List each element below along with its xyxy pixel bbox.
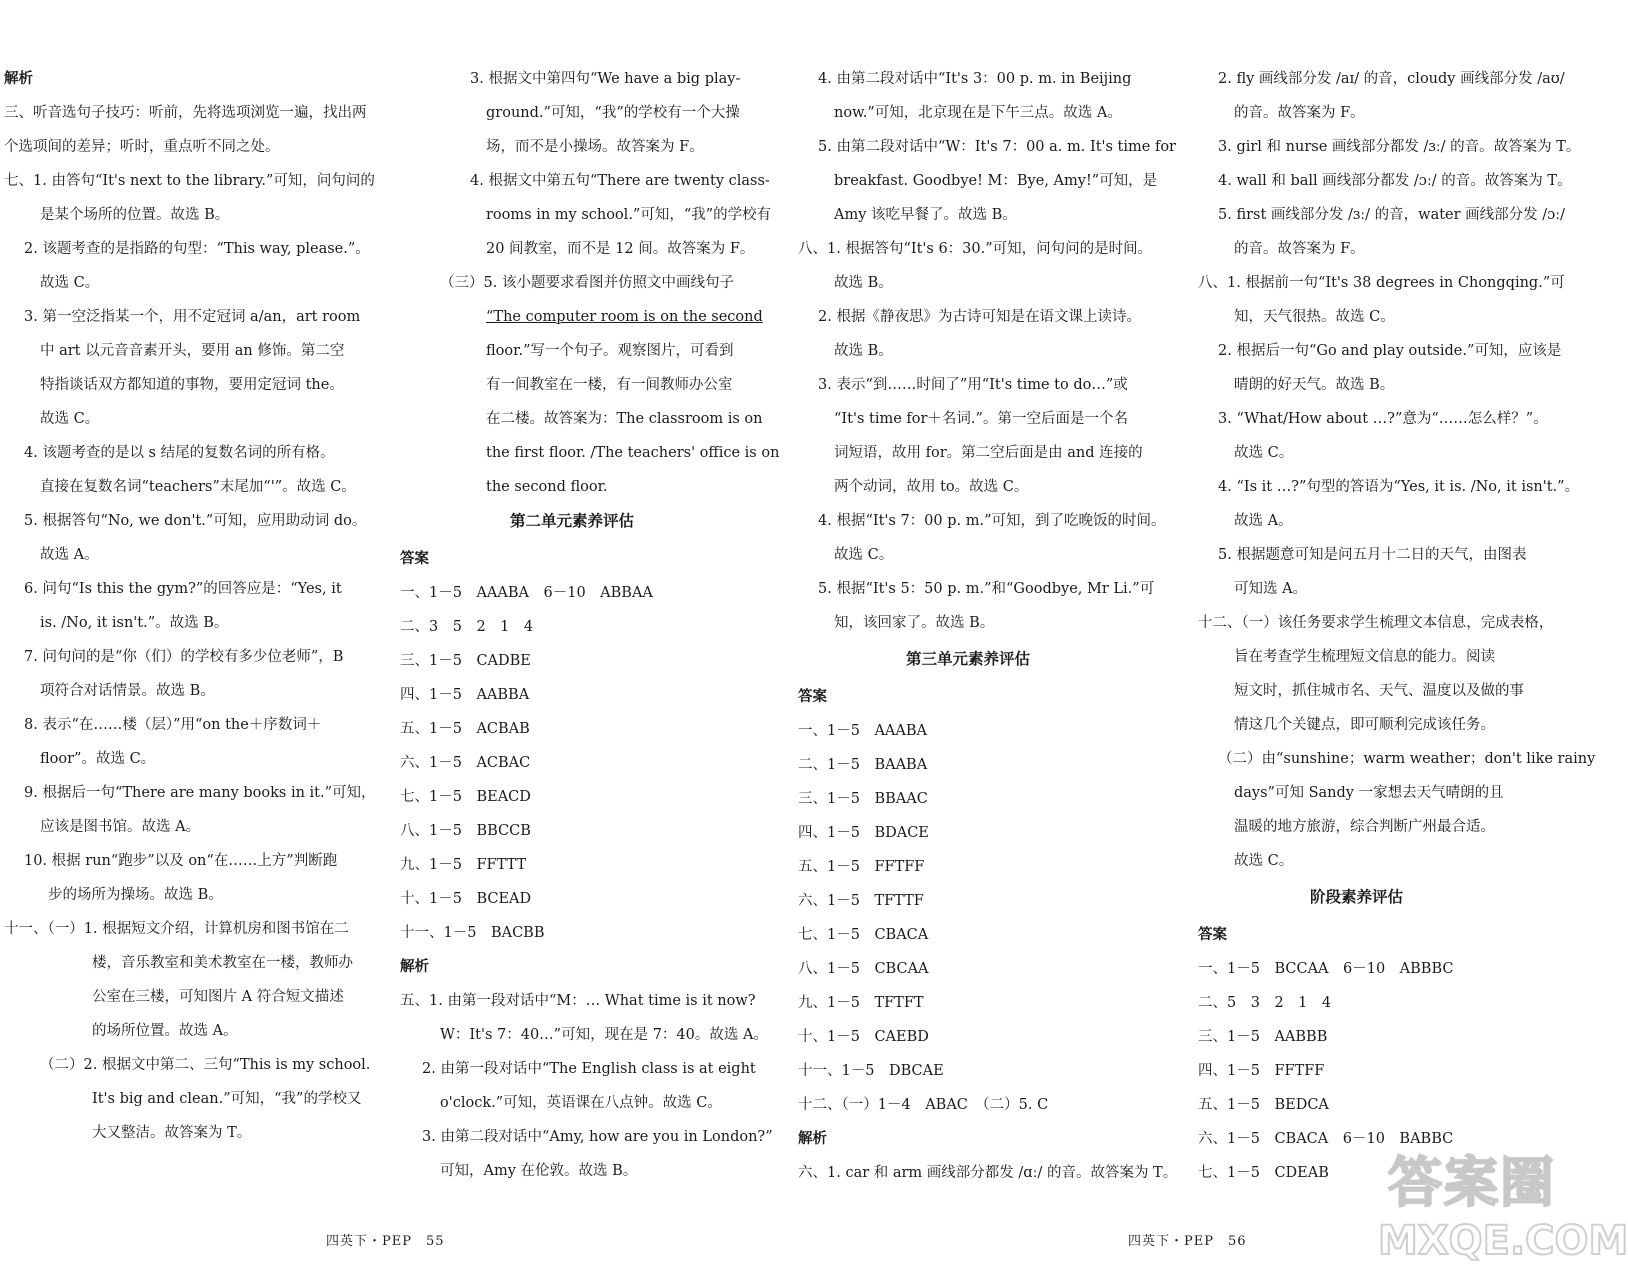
- watermark-text-cn: 答案圈: [1388, 1151, 1556, 1214]
- text-line: 特指谈话双方都知道的事物，要用定冠词 the。: [40, 377, 344, 393]
- text-line: 楼，音乐教室和美术教室在一楼，教师办: [92, 955, 353, 971]
- text-line: 一、1－5 AAABA 6－10 ABBAA: [400, 585, 653, 601]
- text-line: 四、1－5 AABBA: [400, 687, 530, 703]
- section-heading: 解析: [798, 1130, 827, 1147]
- text-line: 八、1－5 CBCAA: [798, 961, 929, 977]
- text-line: 五、1－5 FFTFF: [798, 859, 925, 875]
- text-line: 应该是图书馆。故选 A。: [40, 819, 201, 835]
- text-line: 的音。故答案为 F。: [1234, 241, 1365, 257]
- text-line: 十二、（一）1－4 ABAC （二）5. C: [798, 1097, 1049, 1113]
- text-line: 是某个场所的位置。故选 B。: [40, 207, 230, 223]
- text-line: 两个动词，故用 to。故选 C。: [834, 479, 1029, 495]
- watermark-text-en: MXQE.COM: [1378, 1218, 1628, 1264]
- text-line: 一、1－5 BCCAA 6－10 ABBBC: [1198, 961, 1454, 977]
- text-line: 4. “Is it …?”句型的答语为“Yes, it is. /No, it isn't.”。: [1218, 479, 1580, 495]
- text-line: 三、1－5 CADBE: [400, 653, 531, 669]
- text-line: 场，而不是小操场。故答案为 F。: [486, 139, 704, 155]
- text-line: 六、1－5 ACBAC: [400, 755, 531, 771]
- text-line: 十二、（一）该任务要求学生梳理文本信息，完成表格，: [1198, 615, 1554, 631]
- text-line: 故选 C。: [1234, 445, 1294, 461]
- text-line: 10. 根据 run“跑步”以及 on“在……上方”判断跑: [24, 853, 338, 869]
- text-line: 十一、1－5 BACBB: [400, 925, 545, 941]
- text-line: 2. 根据《静夜思》为古诗可知是在语文课上读诗。: [818, 309, 1141, 325]
- text-line: 可知选 A。: [1234, 581, 1308, 597]
- section-heading: 答案: [1198, 926, 1227, 943]
- text-line: 3. 第一空泛指某一个，用不定冠词 a/an，art room: [24, 309, 361, 325]
- section-title: 阶段素养评估: [1310, 887, 1404, 906]
- text-line: 20 间教室，而不是 12 间。故答案为 F。: [486, 241, 755, 257]
- text-line: （二）由“sunshine；warm weather；don't like rainy: [1218, 751, 1596, 767]
- text-line: It's big and clean.”可知，“我”的学校又: [92, 1091, 362, 1107]
- text-line: 六、1. car 和 arm 画线部分都发 /ɑː/ 的音。故答案为 T。: [798, 1165, 1178, 1181]
- text-line: 知，该回家了。故选 B。: [834, 615, 995, 631]
- text-line: the first floor. /The teachers' office is on: [486, 445, 780, 461]
- text-line: 五、1－5 BEDCA: [1198, 1097, 1329, 1113]
- text-line: 故选 A。: [40, 547, 99, 563]
- text-line: “The computer room is on the second: [486, 309, 763, 325]
- section-heading: 解析: [400, 958, 429, 975]
- text-line: 晴朗的好天气。故选 B。: [1234, 377, 1395, 393]
- text-line: 二、3 5 2 1 4: [400, 619, 534, 635]
- text-line: 项符合对话情景。故选 B。: [40, 683, 215, 699]
- section-heading: 答案: [400, 550, 429, 567]
- text-line: 4. 该题考查的是以 s 结尾的复数名词的所有格。: [24, 445, 335, 461]
- text-line: 九、1－5 TFTFT: [798, 995, 924, 1011]
- text-line: 旨在考查学生梳理短文信息的能力。阅读: [1234, 649, 1495, 665]
- text-line: 8. 表示“在……楼（层）”用“on the＋序数词＋: [24, 717, 322, 733]
- text-line: 5. 由第二段对话中“W：It's 7：00 a. m. It's time for: [818, 139, 1176, 155]
- text-line: 八、1. 根据前一句“It's 38 degrees in Chongqing.”可: [1198, 275, 1565, 291]
- text-line: 十一、（一）1. 根据短文介绍，计算机房和图书馆在二: [4, 921, 349, 937]
- text-line: 十、1－5 CAEBD: [798, 1029, 929, 1045]
- text-line: 故选 B。: [834, 275, 893, 291]
- text-line: 5. 根据题意可知是问五月十二日的天气，由图表: [1218, 547, 1527, 563]
- text-line: 知，天气很热。故选 C。: [1234, 309, 1395, 325]
- text-line: floor”。故选 C。: [40, 751, 156, 767]
- text-line: 的场所位置。故选 A。: [92, 1023, 238, 1039]
- text-line: 故选 B。: [834, 343, 893, 359]
- text-line: 二、5 3 2 1 4: [1198, 995, 1332, 1011]
- text-line: 3. 根据文中第四句“We have a big play-: [470, 71, 741, 87]
- text-line: 5. 根据答句“No, we don't.”可知，应用助动词 do。: [24, 513, 367, 529]
- text-line: 4. wall 和 ball 画线部分都发 /ɔː/ 的音。故答案为 T。: [1218, 173, 1572, 189]
- text-line: 可知，Amy 在伦敦。故选 B。: [440, 1163, 638, 1179]
- text-line: the second floor.: [486, 479, 608, 495]
- section-title: 第三单元素养评估: [906, 649, 1031, 668]
- section-title: 第二单元素养评估: [510, 511, 635, 530]
- text-line: （二）2. 根据文中第二、三句“This is my school.: [40, 1057, 371, 1073]
- text-line: 5. first 画线部分发 /ɜː/ 的音，water 画线部分发 /ɔː/: [1218, 207, 1566, 223]
- text-line: 4. 由第二段对话中“It's 3：00 p. m. in Beijing: [818, 71, 1132, 87]
- text-line: 七、1－5 CDEAB: [1198, 1165, 1329, 1181]
- text-line: 四、1－5 FFTFF: [1198, 1063, 1325, 1079]
- text-line: 短文时，抓住城市名、天气、温度以及做的事: [1234, 683, 1524, 699]
- text-line: 六、1－5 TFTTF: [798, 893, 924, 909]
- text-line: 7. 问句问的是“你（们）的学校有多少位老师”，B: [24, 649, 344, 665]
- text-line: 公室在三楼，可知图片 A 符合短文描述: [92, 989, 344, 1005]
- text-line: 9. 根据后一句“There are many books in it.”可知，: [24, 785, 376, 801]
- text-line: 故选 C。: [834, 547, 894, 563]
- text-line: 三、1－5 AABBB: [1198, 1029, 1328, 1045]
- text-line: 七、1－5 CBACA: [798, 927, 929, 943]
- text-line: 5. 根据“It's 5：50 p. m.”和“Goodbye, Mr Li.”可: [818, 581, 1155, 597]
- text-line: 故选 C。: [40, 411, 100, 427]
- text-line: 三、1－5 BBAAC: [798, 791, 928, 807]
- page-footer-56: 四英下・PEP 56: [1128, 1234, 1247, 1249]
- text-line: 故选 A。: [1234, 513, 1293, 529]
- page-footer-55: 四英下・PEP 55: [326, 1234, 445, 1249]
- text-line: 4. 根据“It's 7：00 p. m.”可知，到了吃晚饭的时间。: [818, 513, 1166, 529]
- text-line: 七、1－5 BEACD: [400, 789, 531, 805]
- text-line: W：It's 7：40…”可知，现在是 7：40。故选 A。: [440, 1027, 768, 1043]
- text-line: 八、1－5 BBCCB: [400, 823, 531, 839]
- text-line: 2. 该题考查的是指路的句型：“This way, please.”。: [24, 241, 370, 257]
- text-line: 有一间教室在一楼，有一间教师办公室: [486, 377, 733, 393]
- text-line: 二、1－5 BAABA: [798, 757, 928, 773]
- text-line: 中 art 以元音音素开头，要用 an 修饰。第二空: [40, 343, 345, 359]
- text-line: 个选项间的差异；听时，重点听不同之处。: [4, 139, 280, 155]
- text-line: Amy 该吃早餐了。故选 B。: [834, 207, 1017, 223]
- text-line: 4. 根据文中第五句“There are twenty class-: [470, 173, 770, 189]
- text-line: 八、1. 根据答句“It's 6：30.”可知，问句问的是时间。: [798, 241, 1153, 257]
- text-line: 七、1. 由答句“It's next to the library.”可知，问句问的: [4, 173, 375, 189]
- text-line: 直接在复数名词“teachers”末尾加“'”。故选 C。: [40, 479, 356, 495]
- text-line: 大又整洁。故答案为 T。: [92, 1125, 252, 1141]
- text-line: 2. 由第一段对话中“The English class is at eight: [422, 1061, 756, 1077]
- text-line: 3. 由第二段对话中“Amy, how are you in London?”: [422, 1129, 773, 1145]
- text-line: 在二楼。故答案为：The classroom is on: [486, 411, 763, 427]
- text-line: 六、1－5 CBACA 6－10 BABBC: [1198, 1131, 1454, 1147]
- text-line: 情这几个关键点，即可顺利完成该任务。: [1234, 717, 1495, 733]
- section-heading: 解析: [4, 70, 33, 87]
- text-line: 2. fly 画线部分发 /aɪ/ 的音，cloudy 画线部分发 /aʊ/: [1218, 71, 1565, 87]
- text-line: 九、1－5 FFTTT: [400, 857, 527, 873]
- text-line: 故选 C。: [1234, 853, 1294, 869]
- text-line: 的音。故答案为 F。: [1234, 105, 1365, 121]
- text-line: “It's time for＋名词.”。第一空后面是一个名: [834, 411, 1128, 427]
- text-line: 词短语，故用 for。第二空后面是由 and 连接的: [834, 445, 1143, 461]
- text-line: （三）5. 该小题要求看图并仿照文中画线句子: [440, 275, 734, 291]
- text-line: 2. 根据后一句“Go and play outside.”可知，应该是: [1218, 343, 1562, 359]
- text-line: 3. “What/How about …?”意为“……怎么样？”。: [1218, 411, 1548, 427]
- text-line: rooms in my school.”可知，“我”的学校有: [486, 207, 772, 223]
- text-line: 一、1－5 AAABA: [798, 723, 927, 739]
- text-line: 三、听音选句子技巧：听前，先将选项浏览一遍，找出两: [4, 105, 367, 121]
- text-line: 五、1－5 ACBAB: [400, 721, 530, 737]
- text-line: 十、1－5 BCEAD: [400, 891, 532, 907]
- watermark-logo: [1376, 1140, 1628, 1268]
- text-line: 十一、1－5 DBCAE: [798, 1063, 944, 1079]
- text-line: days”可知 Sandy 一家想去天气晴朗的且: [1234, 785, 1504, 801]
- text-line: 四、1－5 BDACE: [798, 825, 929, 841]
- text-line: is. /No, it isn't.”。故选 B。: [40, 615, 229, 631]
- text-line: 6. 问句“Is this the gym?”的回答应是：“Yes, it: [24, 581, 342, 597]
- text-line: o'clock.”可知，英语课在八点钟。故选 C。: [440, 1095, 722, 1111]
- text-line: ground.”可知，“我”的学校有一个大操: [486, 105, 740, 121]
- text-line: 故选 C。: [40, 275, 100, 291]
- text-line: 五、1. 由第一段对话中“M：… What time is it now?: [400, 993, 756, 1009]
- text-line: 步的场所为操场。故选 B。: [48, 887, 223, 903]
- text-line: 3. girl 和 nurse 画线部分都发 /ɜː/ 的音。故答案为 T。: [1218, 139, 1581, 155]
- text-line: 温暖的地方旅游，综合判断广州最合适。: [1234, 819, 1495, 835]
- text-line: floor.”写一个句子。观察图片，可看到: [486, 343, 734, 359]
- text-line: now.”可知，北京现在是下午三点。故选 A。: [834, 105, 1122, 121]
- text-line: 3. 表示“到……时间了”用“It's time to do…”或: [818, 377, 1128, 393]
- text-line: breakfast. Goodbye! M：Bye, Amy!”可知，是: [834, 173, 1158, 189]
- section-heading: 答案: [798, 688, 827, 705]
